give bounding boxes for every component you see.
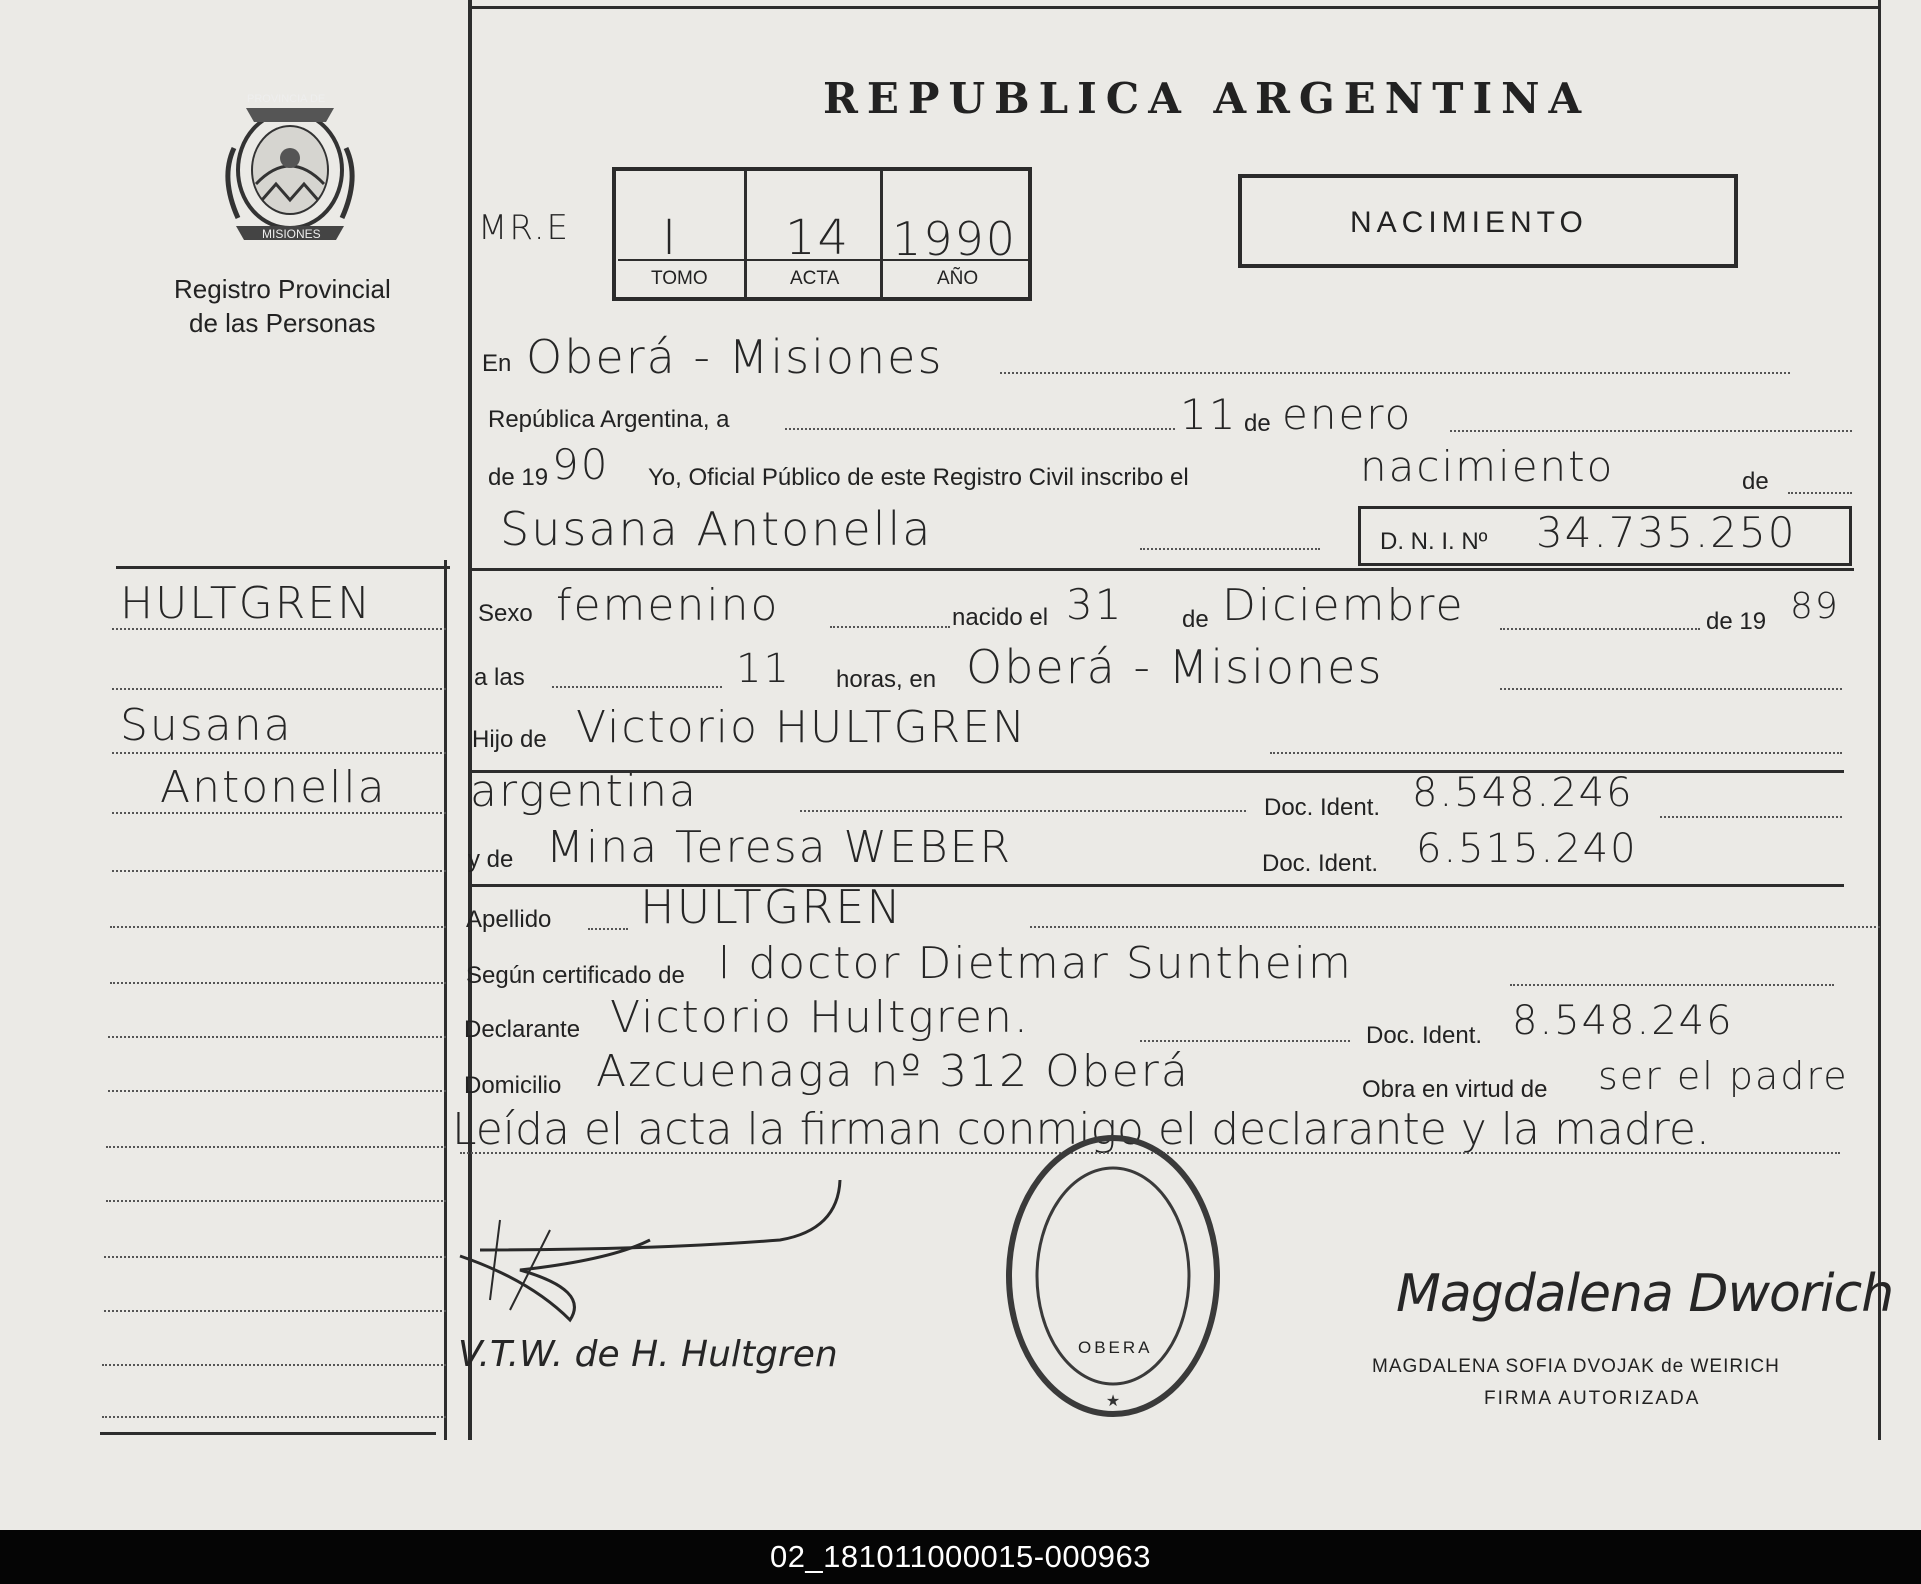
birth-day-field: 31 xyxy=(1066,580,1124,629)
father-doc-dotted-line xyxy=(1660,816,1842,818)
hour-field: 11 xyxy=(736,646,791,692)
place-field: Oberá - Misiones xyxy=(526,330,944,384)
birth-place-field: Oberá - Misiones xyxy=(966,640,1384,694)
margin-line-10 xyxy=(106,1146,446,1148)
father-nationality-field: argentina xyxy=(470,766,698,817)
margin-line-5 xyxy=(112,870,446,872)
margin-second-name: Antonella xyxy=(160,762,387,813)
record-box-divider-1 xyxy=(744,170,747,298)
de2-label: de xyxy=(1742,468,1769,495)
registry-round-stamp xyxy=(1002,1130,1224,1422)
tomo-value: I xyxy=(662,210,679,266)
father-doc-label: Doc. Ident. xyxy=(1264,794,1381,821)
birth-year-field: 89 xyxy=(1790,586,1840,627)
official-signature: Magdalena Dworich xyxy=(1396,1264,1894,1324)
month-field: enero xyxy=(1282,390,1413,439)
svg-text:★: ★ xyxy=(1105,1391,1121,1410)
stamp-city: OBERA xyxy=(1078,1338,1153,1357)
declarant-signature-scrawl xyxy=(450,1170,850,1340)
margin-line-14 xyxy=(102,1364,446,1366)
birth-month-dotted-line xyxy=(1500,628,1700,630)
apellido-dotted-line-start xyxy=(588,928,628,930)
left-signature-name: V.T.W. de H. Hultgren xyxy=(458,1334,838,1375)
declarante-label: Declarante xyxy=(464,1016,581,1043)
hour-dotted-line xyxy=(552,686,722,688)
nationality-dotted-line xyxy=(800,810,1246,812)
year-field: 90 xyxy=(552,440,610,489)
ano-label: AÑO xyxy=(937,268,979,289)
hijo-label: Hijo de xyxy=(472,726,547,753)
birth-place-dotted-line xyxy=(1500,688,1842,690)
margin-first-name: Susana xyxy=(120,700,293,751)
certifier-field: l doctor Dietmar Suntheim xyxy=(718,938,1353,989)
year-prefix-label: de 19 xyxy=(488,464,549,491)
alas-label: a las xyxy=(474,664,525,691)
closing-statement: Leída el acta la firman conmigo el declarante y la madre. xyxy=(452,1104,1710,1155)
horas-label: horas, en xyxy=(836,666,937,693)
en-label: En xyxy=(482,350,512,377)
apellido-dotted-line xyxy=(1030,926,1880,928)
nacido-label: nacido el xyxy=(952,604,1049,631)
yde-label: y de xyxy=(468,846,514,873)
dni-label: D. N. I. Nº xyxy=(1380,528,1488,555)
margin-line-15 xyxy=(102,1416,446,1418)
official-title: FIRMA AUTORIZADA xyxy=(1484,1388,1701,1409)
margin-line-1 xyxy=(112,628,446,630)
child-name-dotted-line xyxy=(1140,548,1320,550)
tomo-label: TOMO xyxy=(651,268,708,289)
declarant-dotted-line xyxy=(1140,1040,1350,1042)
sex-dotted-line xyxy=(830,626,950,628)
dni-field: 34.735.250 xyxy=(1536,508,1797,557)
section-divider xyxy=(472,568,1854,571)
surname-field: HULTGREN xyxy=(640,880,903,934)
mother-doc-label: Doc. Ident. xyxy=(1262,850,1379,877)
margin-line-8 xyxy=(108,1036,446,1038)
segun-label: Según certificado de xyxy=(466,962,685,989)
official-name: MAGDALENA SOFIA DVOJAK de WEIRICH xyxy=(1372,1356,1780,1377)
margin-bottom-rule xyxy=(100,1432,436,1435)
mother-doc-field: 6.515.240 xyxy=(1416,826,1638,872)
father-field: Victorio HULTGREN xyxy=(576,702,1027,753)
provincial-coat-of-arms xyxy=(216,88,364,246)
child-name-field: Susana Antonella xyxy=(500,502,933,556)
father-doc-field: 8.548.246 xyxy=(1412,770,1634,816)
republica-label: República Argentina, a xyxy=(488,406,730,433)
mother-field: Mina Teresa WEBER xyxy=(546,822,1013,873)
certifier-dotted-line xyxy=(1510,984,1834,986)
birth-year-label: de 19 xyxy=(1706,608,1767,635)
father-dotted-line xyxy=(1270,752,1842,754)
registry-name-line2: de las Personas xyxy=(189,308,376,338)
obra-label: Obra en virtud de xyxy=(1362,1076,1548,1103)
margin-line-4 xyxy=(112,812,446,814)
margin-line-3 xyxy=(112,752,446,754)
declarant-field: Victorio Hultgren. xyxy=(610,992,1030,1043)
margin-line-13 xyxy=(104,1310,446,1312)
obra-reason-field: ser el padre xyxy=(1598,1054,1849,1098)
margin-note: MR.E xyxy=(478,208,571,248)
sex-field: femenino xyxy=(556,580,780,631)
apellido-label: Apellido xyxy=(466,906,552,933)
seal-top-text: PROVINCIA DE xyxy=(247,93,326,105)
margin-top-rule xyxy=(116,566,450,569)
registry-name-line1: Registro Provincial xyxy=(174,274,391,304)
event-dotted-line xyxy=(1788,492,1852,494)
margin-line-6 xyxy=(110,926,446,928)
acta-value: 14 xyxy=(785,210,851,266)
document-heading: REPUBLICA ARGENTINA xyxy=(823,74,1591,123)
month-dotted-line xyxy=(1450,430,1852,432)
margin-line-2 xyxy=(112,688,446,690)
event-field: nacimiento xyxy=(1360,442,1615,491)
sexo-label: Sexo xyxy=(478,600,533,627)
margin-line-9 xyxy=(108,1090,446,1092)
margin-line-12 xyxy=(104,1256,446,1258)
top-border xyxy=(468,6,1880,9)
image-id-caption: 02_181011000015-000963 xyxy=(0,1530,1921,1584)
day-dotted-line xyxy=(785,428,1175,430)
margin-surname: HULTGREN xyxy=(120,578,373,629)
form-left-border xyxy=(444,560,447,1440)
acta-label: ACTA xyxy=(790,268,840,289)
declarant-doc-field: 8.548.246 xyxy=(1512,998,1734,1044)
day-field: 11 xyxy=(1180,390,1238,439)
record-box-divider-2 xyxy=(880,170,883,298)
seal-bottom-text: MISIONES xyxy=(262,227,321,241)
margin-line-11 xyxy=(106,1200,446,1202)
place-dotted-line xyxy=(1000,372,1790,374)
ano-value: 1990 xyxy=(892,212,1018,266)
declarant-doc-label: Doc. Ident. xyxy=(1366,1022,1483,1049)
de-label: de xyxy=(1244,410,1271,437)
yo-oficial-label: Yo, Oficial Público de este Registro Civil inscribo el xyxy=(648,464,1189,491)
form-right-border xyxy=(1878,0,1881,1440)
margin-line-7 xyxy=(110,982,446,984)
de3-label: de xyxy=(1182,606,1209,633)
birth-month-field: Diciembre xyxy=(1222,580,1465,631)
document-type: NACIMIENTO xyxy=(1350,206,1588,239)
address-field: Azcuenaga nº 312 Oberá xyxy=(596,1046,1190,1097)
domicilio-label: Domicilio xyxy=(464,1072,562,1099)
